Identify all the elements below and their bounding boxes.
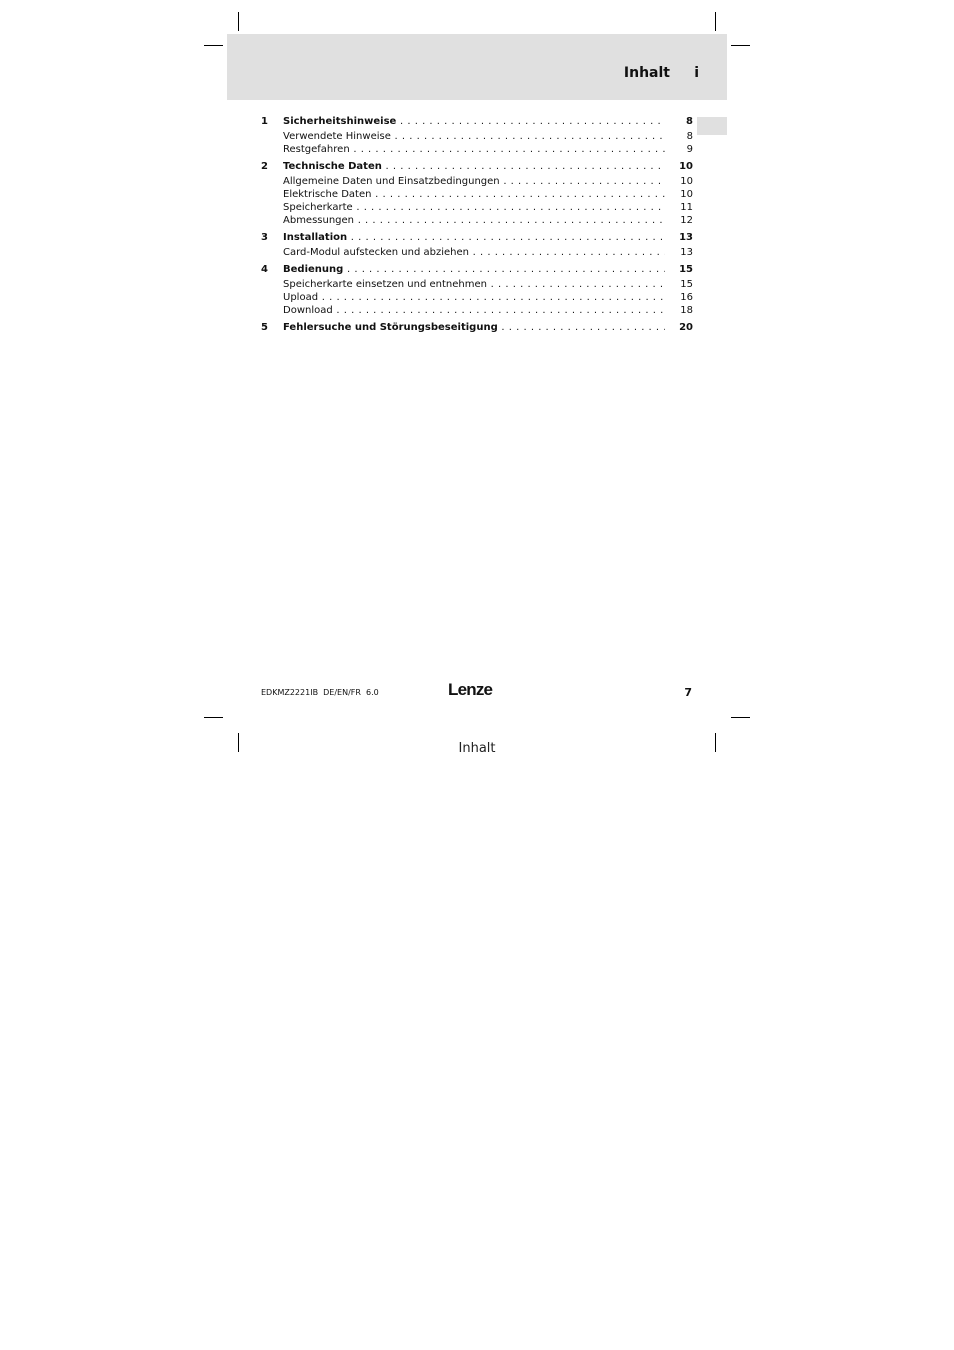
toc-number: 3 [261, 232, 268, 243]
toc-page-number: 13 [680, 247, 693, 258]
toc-page-number: 12 [680, 215, 693, 226]
toc-section-row[interactable] [261, 188, 693, 201]
toc-title: Speicherkarte . . . [283, 201, 665, 214]
toc-section-row[interactable] [261, 246, 693, 259]
toc-page-number: 9 [686, 144, 693, 155]
toc-title: Elektrische Daten . . . [283, 188, 665, 201]
toc-title: Allgemeine Daten und Einsatzbedingungen . . . [283, 175, 665, 188]
info-icon: i [694, 65, 699, 81]
toc-section-row[interactable] [261, 214, 693, 227]
toc-title: Abmessungen . . . [283, 214, 665, 227]
toc-section-row[interactable] [261, 278, 693, 291]
toc-section-row[interactable] [261, 143, 693, 156]
toc-title: Download . . . [283, 304, 665, 317]
crop-mark [204, 717, 223, 718]
toc-chapter-row[interactable] [261, 160, 693, 173]
toc-page-number: 11 [680, 202, 693, 213]
toc-page-number: 8 [686, 116, 693, 127]
crop-mark [238, 12, 239, 31]
toc-chapter-row[interactable] [261, 115, 693, 128]
toc-title: Verwendete Hinweise . . . [283, 130, 665, 143]
toc-title: Card-Modul aufstecken und abziehen . . . [283, 246, 665, 259]
toc-page-number: 18 [680, 305, 693, 316]
side-tab-marker [697, 117, 727, 135]
toc-title: Technische Daten . . . [283, 160, 665, 173]
toc-page-number: 13 [679, 232, 693, 243]
toc-chapter-row[interactable] [261, 263, 693, 276]
page-title: Inhalt [623, 65, 670, 81]
toc-section-row[interactable] [261, 291, 693, 304]
toc-section-row[interactable] [261, 304, 693, 317]
toc-number: 2 [261, 161, 268, 172]
lenze-logo: Lenze [448, 680, 493, 699]
toc-section-row[interactable] [261, 130, 693, 143]
toc-page-number: 10 [679, 161, 693, 172]
toc-section-row[interactable] [261, 201, 693, 214]
toc-chapter-row[interactable] [261, 231, 693, 244]
toc-number: 5 [261, 322, 268, 333]
toc-title: Restgefahren . . . [283, 143, 665, 156]
toc-number: 4 [261, 264, 268, 275]
crop-mark [715, 12, 716, 31]
toc-page-number: 15 [680, 279, 693, 290]
toc-title: Installation . . . [283, 231, 665, 244]
caption: Inhalt [458, 741, 496, 756]
toc-page-number: 16 [680, 292, 693, 303]
toc-title: Speicherkarte einsetzen und entnehmen . . . [283, 278, 665, 291]
toc-page-number: 10 [680, 176, 693, 187]
crop-mark [731, 717, 750, 718]
toc-title: Upload . . . [283, 291, 665, 304]
toc-title: Sicherheitshinweise . . . [283, 115, 665, 128]
crop-mark [731, 45, 750, 46]
header-band [227, 34, 727, 100]
toc-page-number: 10 [680, 189, 693, 200]
document-id: EDKMZ2221IB DE/EN/FR 6.0 [261, 688, 379, 697]
toc-title: Fehlersuche und Störungsbeseitigung . . . [283, 321, 665, 334]
toc-title: Bedienung . . . [283, 263, 665, 276]
page-number: 7 [684, 686, 692, 699]
toc-number: 1 [261, 116, 268, 127]
toc-page-number: 8 [686, 131, 693, 142]
crop-mark [204, 45, 223, 46]
toc-page-number: 20 [679, 322, 693, 333]
toc-page-number: 15 [679, 264, 693, 275]
toc-chapter-row[interactable] [261, 321, 693, 334]
toc-section-row[interactable] [261, 175, 693, 188]
